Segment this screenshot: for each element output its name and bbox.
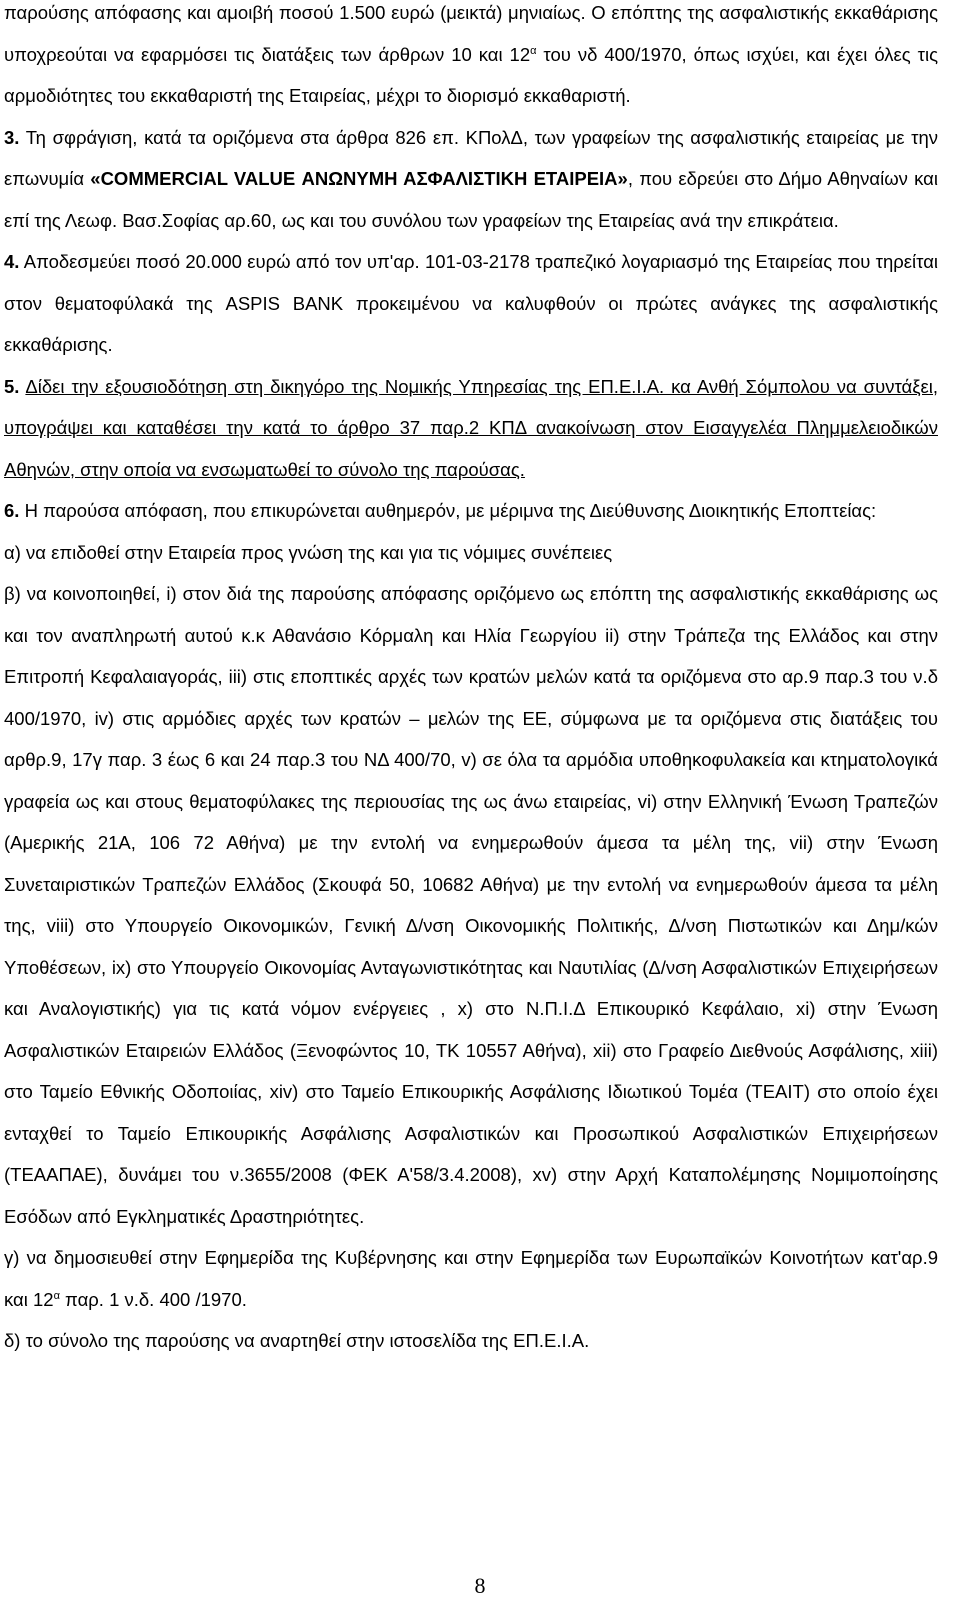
underlined-text: Δίδει την εξουσιοδότηση στη δικηγόρο της Νομικής Υπηρεσίας της ΕΠ.Ε.Ι.Α. κα Ανθή Σόμπολου να συντάξει, υπογράψει και καταθέσει την κατά το άρθρο 37 παρ.2 ΚΠΔ ανακοίνωση στον Εισαγγελέα Πλημμελειοδικών Αθηνών, στην οποία να ενσωματωθεί το σύνολο της παρούσας.	[4, 375, 938, 480]
paragraph-number: 6.	[4, 500, 20, 521]
paragraph-number: 4.	[4, 251, 20, 272]
superscript: α	[530, 44, 537, 57]
paragraph-number: 5.	[4, 375, 20, 397]
text-run: , που εδρεύει στο Δήμο Αθηναίων και επί της Λεωφ. Βασ.Σοφίας αρ.60, ως και του συνόλου των γραφείων της Εταιρείας ανά την επικράτεια.	[4, 168, 938, 231]
list-item-c	[4, 1237, 938, 1320]
paragraph-intro	[4, 0, 938, 117]
paragraph-5	[4, 366, 938, 491]
paragraph-6	[4, 490, 938, 532]
text-run: παρούσης απόφασης και αμοιβή ποσού 1.500 ευρώ (μεικτά) μηνιαίως. Ο επόπτης της ασφαλιστικής εκκαθάρισης υποχρεούται να εφαρμόσει τις διατάξεις των άρθρων 10 και 12	[4, 2, 938, 65]
company-name: «COMMERCIAL VALUE ΑΝΩΝΥΜΗ ΑΣΦΑΛΙΣΤΙΚΗ ΕΤΑΙΡΕΙΑ»	[90, 168, 628, 189]
text-run: γ) να δημοσιευθεί στην Εφημερίδα της Κυβέρνησης και στην Εφημερίδα των Ευρωπαϊκών Κοινοτήτων κατ'αρ.9 και 12	[4, 1247, 938, 1310]
superscript: α	[53, 1289, 60, 1302]
text-run: Η παρούσα απόφαση, που επικυρώνεται αυθημερόν, με μέριμνα της Διεύθυνσης Διοικητικής Εποπτείας:	[19, 500, 877, 521]
text-run: Αποδεσμεύει ποσό 20.000 ευρώ από τον υπ'αρ. 101-03-2178 τραπεζικό λογαριασμό της Εταιρείας που τηρείται στον θεματοφύλακά της ASPIS BANK προκειμένου να καλυφθούν οι πρώτες ανάγκες της ασφαλιστικής εκκαθάρισης.	[4, 251, 938, 355]
list-item-a: α) να επιδοθεί στην Εταιρεία προς γνώση της και για τις νόμιμες συνέπειες	[4, 541, 613, 563]
text-run: Τη σφράγιση, κατά τα οριζόμενα στα άρθρα 826 επ. ΚΠολΔ, των γραφείων της ασφαλιστικής εταιρείας με την επωνυμία	[4, 126, 938, 189]
list-item-b: β) να κοινοποιηθεί, i) στον διά της παρούσης απόφασης οριζόμενο ως επόπτη της ασφαλιστικής εκκαθάρισης ως και τον αναπληρωτή αυτού κ.κ Αθανάσιο Κόρμαλη και Ηλία Γεωργίου ii) στην Τράπεζα της Ελλάδος και στην Επιτροπή Κεφαλαιαγοράς, iii) στις εποπτικές αρχές των κρατών μελών κατά τα οριζόμενα στο αρ.9 παρ.3 του ν.δ 400/1970, iv) στις αρμόδιες αρχές των κρατών – μελών της ΕΕ, σύμφωνα με τα οριζόμενα στις διατάξεις του αρθρ.9, 17γ παρ. 3 έως 6 και 24 παρ.3 του ΝΔ 400/70, v) σε όλα τα αρμόδια υποθηκοφυλακεία και κτηματολογικά γραφεία ως και στους θεματοφύλακες της περιουσίας της ως άνω εταιρείας, vi) στην Ελληνική Ένωση Τραπεζών (Αμερικής 21Α, 106 72 Αθήνα) με την εντολή να ενημερωθούν άμεσα τα μέλη της, vii) στην Ένωση Συνεταιριστικών Τραπεζών Ελλάδος (Σκουφά 50, 10682 Αθήνα) με την εντολή να ενημερωθούν άμεσα τα μέλη της, viii) στο Υπουργείο Οικονομικών, Γενική Δ/νση Οικονομικής Πολιτικής, Δ/νση Πιστωτικών και Δημ/κών Υποθέσεων, ix) στο Υπουργείο Οικονομίας Ανταγωνιστικότητας και Ναυτιλίας (Δ/νση Ασφαλιστικών Επιχειρήσεων και Αναλογιστικής) για τις κατά νόμον ενέργειες , x) στο Ν.Π.Ι.Δ Επικουρικό Κεφάλαιο, xi) στην Ένωση Ασφαλιστικών Εταιρειών Ελλάδος (Ξενοφώντος 10, ΤΚ 10557 Αθήνα), xii) στο Γραφείο Διεθνούς Ασφάλισης, xiii) στο Ταμείο Εθνικής Οδοποιίας, xiv) στο Ταμείο Επικουρικής Ασφάλισης Ιδιωτικού Τομέα (ΤΕΑΙΤ) στο οποίο έχει ενταχθεί το Ταμείο Επικουρικής Ασφάλισης Ασφαλιστικών και Προσωπικού Ασφαλιστικών Επιχειρήσεων (ΤΕΑΑΠΑΕ), δυνάμει του ν.3655/2008 (ΦΕΚ Α'58/3.4.2008), xv) στην Αρχή Καταπολέμησης Νομιμοποίησης Εσόδων από Εγκληματικές Δραστηριότητες.	[4, 583, 938, 1227]
paragraph-4	[4, 241, 938, 366]
paragraph-number: 3.	[4, 126, 20, 148]
text-run: του νδ 400/1970, όπως ισχύει, και έχει όλες τις αρμοδιότητες του εκκαθαριστή της Εταιρείας, μέχρι το διορισμό εκκαθαριστή.	[4, 43, 938, 106]
page-number: 8	[474, 1573, 486, 1598]
text-run: παρ. 1 ν.δ. 400 /1970.	[59, 1288, 247, 1310]
document-body	[4, 0, 938, 1362]
list-item-d: δ) το σύνολο της παρούσης να αναρτηθεί στην ιστοσελίδα της ΕΠ.Ε.Ι.Α.	[4, 1330, 590, 1351]
paragraph-3	[4, 117, 938, 242]
